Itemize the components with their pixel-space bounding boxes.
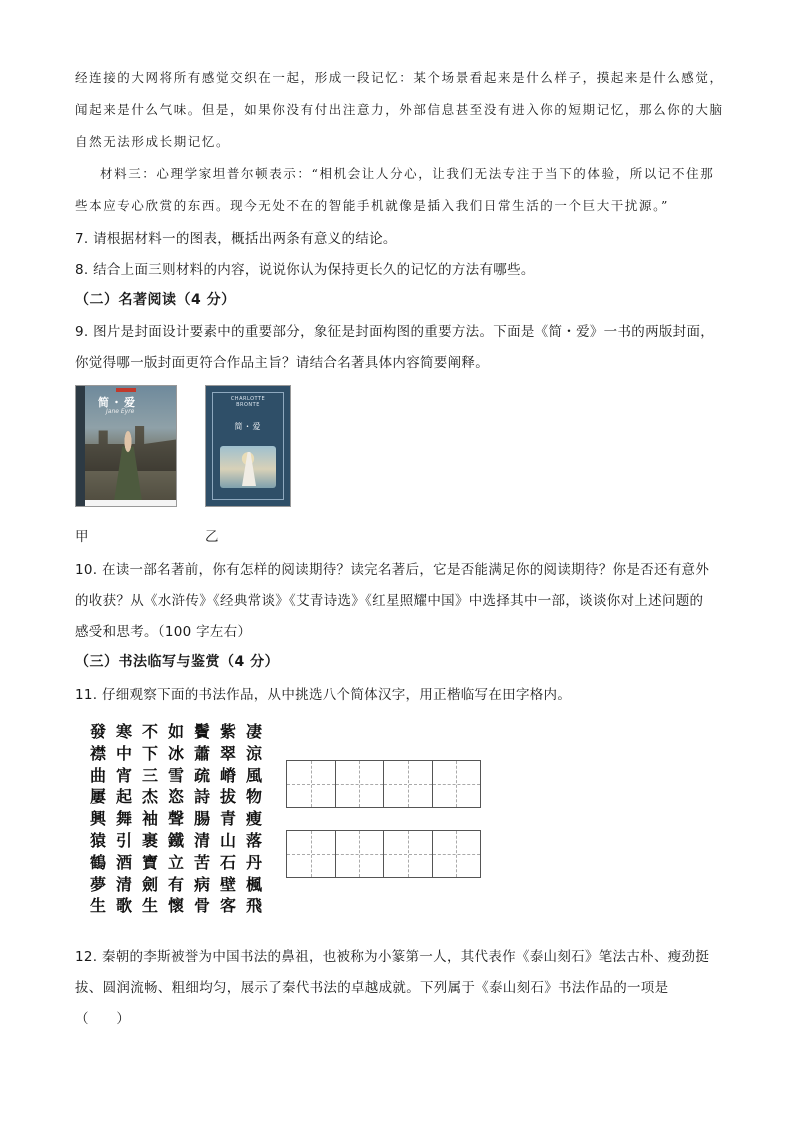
cover-label-a: 甲: [75, 529, 89, 545]
calligraphy-character: 生: [141, 896, 158, 916]
material2-line-1: 经连接的大网将所有感觉交织在一起，形成一段记忆：某个场景看起来是什么样子，摸起来是什么感觉，: [75, 70, 724, 85]
calligraphy-character: 凄: [245, 722, 262, 741]
material3-line-1: 材料三：心理学家坦普尔顿表示：“相机会让人分心，让我们无法专注于当下的体验，所以记不住那: [100, 166, 715, 181]
calligraphy-character: 興: [89, 809, 106, 829]
material2-line-3: 自然无法形成长期记忆。: [75, 134, 231, 149]
calligraphy-character: 曲: [89, 765, 106, 785]
calligraphy-character: 有: [167, 874, 184, 894]
book-cover-b: [205, 385, 291, 507]
calligraphy-character: 不: [141, 722, 158, 741]
question-10-line-3: 感受和思考。（100 字左右）: [75, 624, 252, 640]
tianzige-grid-row-1[interactable]: [286, 760, 481, 808]
material3-line-2: 些本应专心欣赏的东西。现今无处不在的智能手机就像是插入我们日常生活的一个巨大干扰源。”: [75, 198, 669, 213]
question-7: 7. 请根据材料一的图表，概括出两条有意义的结论。: [75, 231, 397, 247]
cover-b-title: 简・爱: [234, 422, 262, 431]
tianzige-cell[interactable]: [384, 831, 433, 877]
calligraphy-character: 恣: [167, 787, 184, 807]
calligraphy-character: 襟: [89, 743, 106, 763]
cover-bottom-band: [85, 500, 176, 506]
calligraphy-character: 蕭: [193, 743, 210, 763]
calligraphy-character: 酒: [115, 852, 132, 872]
calligraphy-character: 下: [141, 743, 158, 763]
tianzige-cell[interactable]: [433, 761, 481, 807]
calligraphy-character: 猿: [89, 830, 106, 850]
calligraphy-character: 物: [245, 787, 262, 807]
calligraphy-character: 立: [167, 852, 184, 872]
calligraphy-character: 拔: [219, 787, 236, 807]
calligraphy-character: 如: [167, 722, 184, 741]
calligraphy-character: 翠: [219, 743, 236, 763]
calligraphy-character: 飛: [245, 896, 262, 916]
calligraphy-character: 懷: [167, 896, 184, 916]
calligraphy-character: 落: [245, 830, 262, 850]
question-12-line-1: 12. 秦朝的李斯被誉为中国书法的鼻祖，也被称为小篆第一人，其代表作《泰山刻石》笔法古朴、瘦劲挺: [75, 949, 710, 965]
section-heading-reading: （二）名著阅读（4 分）: [75, 292, 236, 308]
calligraphy-character: 疏: [193, 765, 210, 785]
tianzige-cell[interactable]: [433, 831, 481, 877]
question-8: 8. 结合上面三则材料的内容，说说你认为保持更长久的记忆的方法有哪些。: [75, 262, 535, 278]
calligraphy-character: 屢: [89, 787, 106, 807]
calligraphy-character: 石: [219, 852, 236, 872]
tianzige-cell[interactable]: [336, 831, 385, 877]
book-cover-a: [75, 385, 177, 507]
calligraphy-character: 病: [193, 874, 210, 894]
calligraphy-character: 鶴: [89, 852, 106, 872]
calligraphy-character: 寶: [141, 852, 158, 872]
calligraphy-character: 苦: [193, 852, 210, 872]
tianzige-cell[interactable]: [287, 761, 336, 807]
calligraphy-character: 腸: [193, 809, 210, 829]
calligraphy-character: 山: [219, 830, 236, 850]
calligraphy-character: 涼: [245, 743, 262, 763]
cover-b-author: CHARLOTTE BRONTE: [230, 396, 266, 408]
material2-line-2: 闻起来是什么气味。但是，如果你没有付出注意力，外部信息甚至没有进入你的短期记忆，那么你的大脑: [75, 102, 724, 117]
calligraphy-character: 劍: [141, 874, 158, 894]
question-9-line-1: 9. 图片是封面设计要素中的重要部分，象征是封面构图的重要方法。下面是《简・爱》一书的两版封面，: [75, 324, 715, 340]
calligraphy-character: 雪: [167, 765, 184, 785]
calligraphy-character: 鬢: [193, 722, 210, 741]
cover-publisher-tag: [116, 388, 136, 392]
question-11: 11. 仔细观察下面的书法作品，从中挑选八个简体汉字，用正楷临写在田字格内。: [75, 687, 572, 703]
question-12-line-2: 拔、圆润流畅、粗细均匀，展示了秦代书法的卓越成就。下列属于《泰山刻石》书法作品的一项是: [75, 980, 669, 996]
calligraphy-character: 宵: [115, 765, 132, 785]
calligraphy-character: 紫: [219, 722, 236, 741]
calligraphy-character: 袖: [141, 809, 158, 829]
calligraphy-artwork: [85, 722, 267, 917]
calligraphy-character: 詩: [193, 787, 210, 807]
answer-blank[interactable]: （ ）: [75, 1011, 131, 1027]
calligraphy-character: 三: [141, 765, 158, 785]
tianzige-cell[interactable]: [384, 761, 433, 807]
calligraphy-character: 起: [115, 787, 132, 807]
calligraphy-character: 裹: [141, 830, 158, 850]
tianzige-grid-row-2[interactable]: [286, 830, 481, 878]
section-heading-calligraphy: （三）书法临写与鉴赏（4 分）: [75, 654, 280, 670]
cover-label-b: 乙: [205, 529, 219, 545]
calligraphy-character: 嵴: [219, 765, 236, 785]
calligraphy-character: 中: [115, 743, 132, 763]
calligraphy-character: 冰: [167, 743, 184, 763]
calligraphy-character: 舞: [115, 809, 132, 829]
cover-a-subtitle: Jane Eyre: [106, 408, 135, 415]
question-10-line-1: 10. 在读一部名著前，你有怎样的阅读期待？读完名著后，它是否能满足你的阅读期待？你是否还有意外: [75, 562, 710, 578]
calligraphy-character: 風: [245, 765, 262, 785]
calligraphy-character: 聲: [167, 809, 184, 829]
calligraphy-character: 楓: [245, 874, 262, 894]
calligraphy-character: 生: [89, 896, 106, 916]
calligraphy-character: 杰: [141, 787, 158, 807]
calligraphy-character: 丹: [245, 852, 262, 872]
calligraphy-character: 引: [115, 830, 132, 850]
tianzige-cell[interactable]: [336, 761, 385, 807]
calligraphy-character: 歌: [115, 896, 132, 916]
question-9-line-2: 你觉得哪一版封面更符合作品主旨？请结合名著具体内容简要阐释。: [75, 355, 489, 371]
cover-spine: [76, 386, 85, 506]
calligraphy-character: 鐵: [167, 830, 184, 850]
cover-a-title: 简・爱: [98, 396, 137, 409]
tianzige-cell[interactable]: [287, 831, 336, 877]
calligraphy-character: 客: [219, 896, 236, 916]
calligraphy-character: 瘦: [245, 809, 262, 829]
calligraphy-character: 清: [115, 874, 132, 894]
calligraphy-character: 青: [219, 809, 236, 829]
calligraphy-character: 發: [89, 722, 106, 741]
calligraphy-character: 骨: [193, 896, 210, 916]
calligraphy-character: 清: [193, 830, 210, 850]
calligraphy-character: 壁: [219, 874, 236, 894]
calligraphy-character: 夢: [89, 874, 106, 894]
question-10-line-2: 的收获？从《水浒传》《经典常谈》《艾青诗选》《红星照耀中国》中选择其中一部，谈谈你对上述问题的: [75, 593, 704, 609]
calligraphy-character: 寒: [115, 722, 132, 741]
